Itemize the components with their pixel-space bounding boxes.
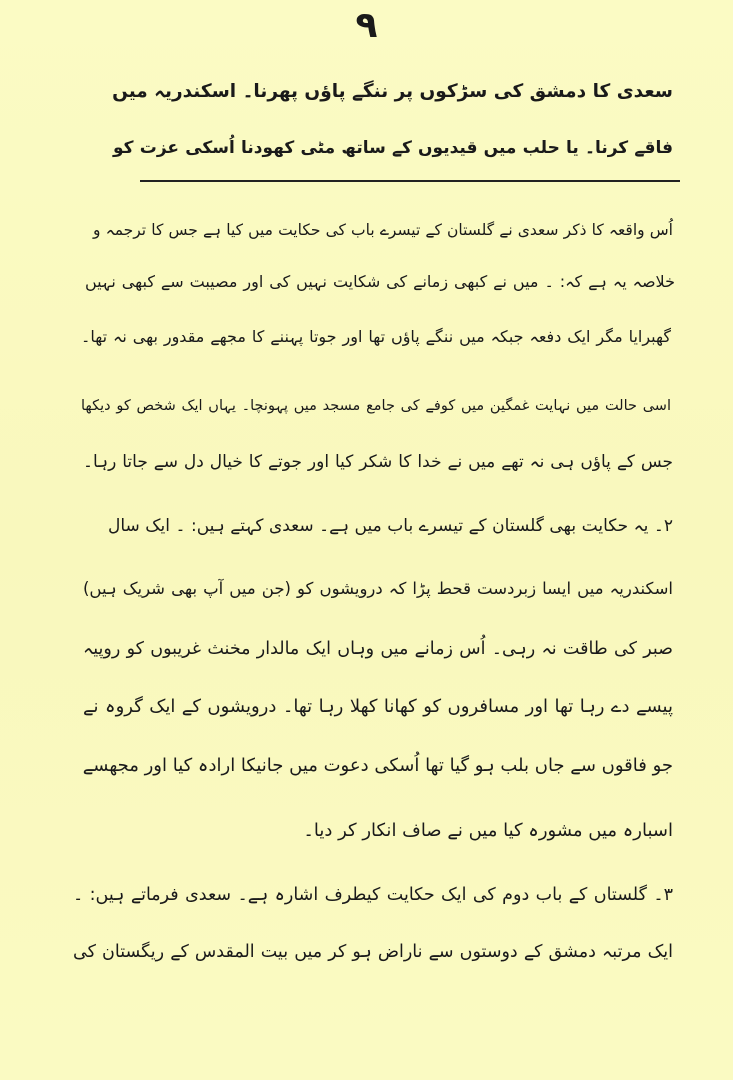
heading-divider [140, 180, 680, 182]
body-line-10: جو فاقوں سے جاں بلب ہو گیا تھا اُسکی دعوت میں جانیکا ارادہ کیا اور مجھسے [82, 755, 673, 776]
heading-line-2: فاقے کرنا۔ یا حلب میں قیدیوں کے ساتھ مٹی کھودنا اُسکی عزت کو [113, 138, 673, 158]
body-line-6: ۲۔ یہ حکایت بھی گلستان کے تیسرے باب میں ہے۔ سعدی کہتے ہیں: ۔ ایک سال [108, 516, 673, 536]
body-line-3: گھبرایا مگر ایک دفعہ جبکہ میں ننگے پاؤں تھا اور جوتا پہننے کا مجھے مقدور بھی نہ تھا۔ [81, 327, 671, 346]
heading-line-1: سعدی کا دمشق کی سڑکوں پر ننگے پاؤں پھرنا۔ اسکندریہ میں [112, 81, 673, 102]
body-line-12: ۳۔ گلستاں کے باب دوم کی ایک حکایت کیطرف اشارہ ہے۔ سعدی فرماتے ہیں: ۔ [73, 885, 673, 905]
body-line-1: اُس واقعہ کا ذکر سعدی نے گلستان کے تیسرے باب کی حکایت میں کیا ہے جس کا ترجمہ و [93, 221, 673, 239]
page-number: ۹ [355, 5, 378, 46]
body-line-9: پیسے دے رہا تھا اور مسافروں کو کھانا کھلا رہا تھا۔ درویشوں کے ایک گروہ نے [83, 696, 673, 717]
body-line-7: اسکندریہ میں ایسا زبردست قحط پڑا کہ درویشوں کو (جن میں آپ بھی شریک ہیں) [83, 579, 673, 598]
body-line-11: اسبارہ میں مشورہ کیا میں نے صاف انکار کر دیا۔ [303, 820, 673, 841]
body-line-4: اسی حالت میں نہایت غمگین میں کوفے کی جامع مسجد میں پہونچا۔ یہاں ایک شخص کو دیکھا [81, 398, 671, 414]
body-line-2: خلاصہ یہ ہے کہ: ۔ میں نے کبھی زمانے کی شکایت نہیں کی اور مصیبت سے کبھی نہیں [85, 272, 675, 291]
body-line-5: جس کے پاؤں ہی نہ تھے میں نے خدا کا شکر کیا اور جوتے کا خیال دل سے جاتا رہا۔ [83, 452, 673, 472]
body-line-13: ایک مرتبہ دمشق کے دوستوں سے ناراض ہو کر میں بیت المقدس کے ریگستان کی [73, 942, 673, 962]
body-line-8: صبر کی طاقت نہ رہی۔ اُس زمانے میں وہاں ایک مالدار مخنث غریبوں کو روپیہ [83, 639, 673, 659]
